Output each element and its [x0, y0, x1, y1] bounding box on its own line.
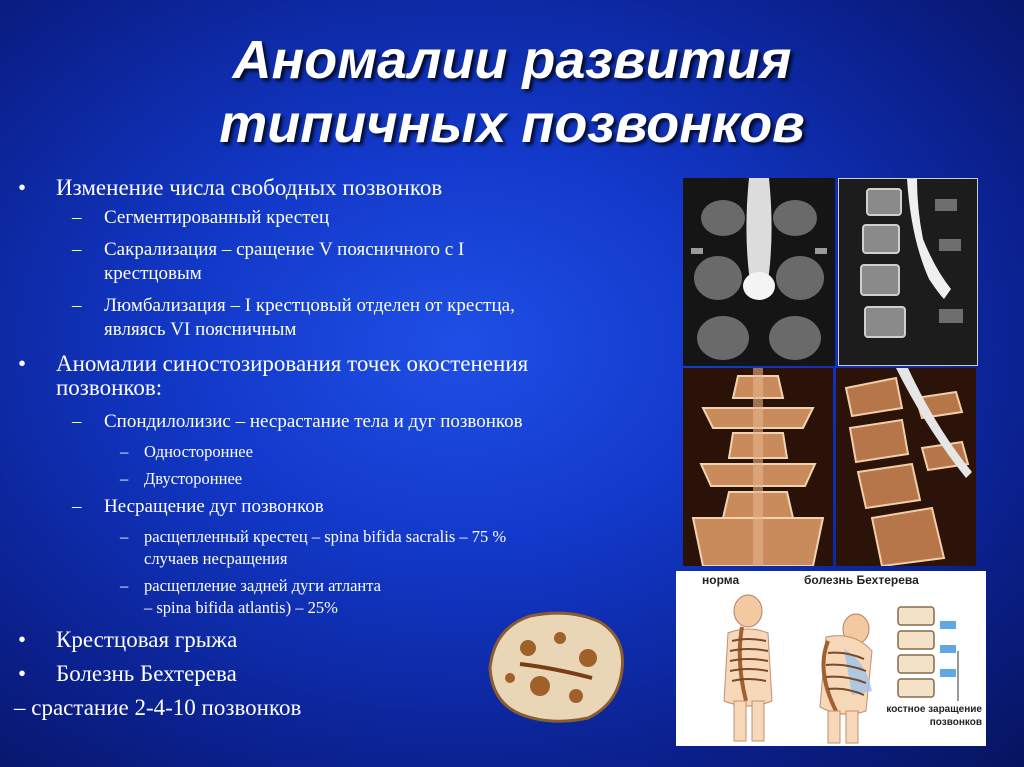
bullet-note-text: – срастание 2-4-10 позвонков [14, 695, 302, 720]
dash-glyph: – [72, 239, 82, 260]
dash-glyph: – [120, 527, 129, 546]
sub-bullet-text-cont: крестцовым [104, 263, 202, 284]
bullet-note [14, 696, 301, 720]
bullet-text: Крестцовая грыжа [56, 627, 238, 652]
ct-scan-image-coronal [683, 178, 835, 366]
sub-sub-bullet-text-cont: случаев несращения [144, 549, 288, 568]
sub-bullet-text: Спондилолизис – несрастание тела и дуг позвонков [104, 411, 523, 432]
vertebra-bone-specimen [480, 608, 630, 726]
bullet-text-cont: позвонков: [56, 375, 163, 400]
bullet-glyph: • [18, 661, 27, 686]
bechterew-diagram [676, 571, 986, 746]
dash-glyph: – [72, 295, 82, 316]
title-line-1: Аномалии развития [232, 30, 792, 90]
label-normal: норма [702, 573, 740, 587]
bullet-text: Болезнь Бехтерева [56, 661, 237, 686]
sub-bullet-text: Несращение дуг позвонков [104, 496, 324, 517]
bullet-text: Аномалии синостозирования точек окостенения [56, 351, 529, 376]
label-bechterew: болезнь Бехтерева [804, 573, 919, 587]
dash-glyph: – [120, 469, 129, 488]
sub-sub-bullet-text: Двустороннее [144, 469, 243, 488]
sub-sub-bullet-text: Одностороннее [144, 442, 253, 461]
sub-sub-bullet-text: расщепление задней дуги атланта [144, 576, 381, 595]
dash-glyph: – [120, 576, 129, 595]
dash-glyph: – [72, 411, 82, 432]
slide-title [0, 28, 1024, 156]
sub-bullet-text-cont: являясь VI поясничным [104, 319, 297, 340]
ct-scan-image-sagittal [838, 178, 978, 366]
sub-bullet-text: Сакрализация – сращение V поясничного с I [104, 239, 465, 260]
sub-bullet-text: Сегментированный крестец [104, 207, 330, 228]
label-fusion-1: костное заращение [886, 704, 982, 715]
spine-3d-reconstruction-lateral [836, 368, 976, 566]
spine-3d-reconstruction-posterior [683, 368, 833, 566]
sub-sub-bullet-text: расщепленный крестец – spina bifida sacralis – 75 % [144, 527, 507, 546]
dash-glyph: – [72, 496, 82, 517]
bullet-glyph: • [18, 351, 27, 376]
title-line-2: типичных позвонков [219, 94, 805, 154]
label-fusion-2: позвонков [929, 717, 982, 728]
sub-sub-bullet-text-cont: – spina bifida atlantis) – 25% [144, 598, 338, 617]
dash-glyph: – [120, 442, 129, 461]
bullet-glyph: • [18, 175, 27, 200]
sub-bullet-text: Люмбализация – I крестцовый отделен от крестца, [104, 295, 515, 316]
bullet-text: Изменение числа свободных позвонков [56, 175, 443, 200]
bullet-glyph: • [18, 627, 27, 652]
dash-glyph: – [72, 207, 82, 228]
